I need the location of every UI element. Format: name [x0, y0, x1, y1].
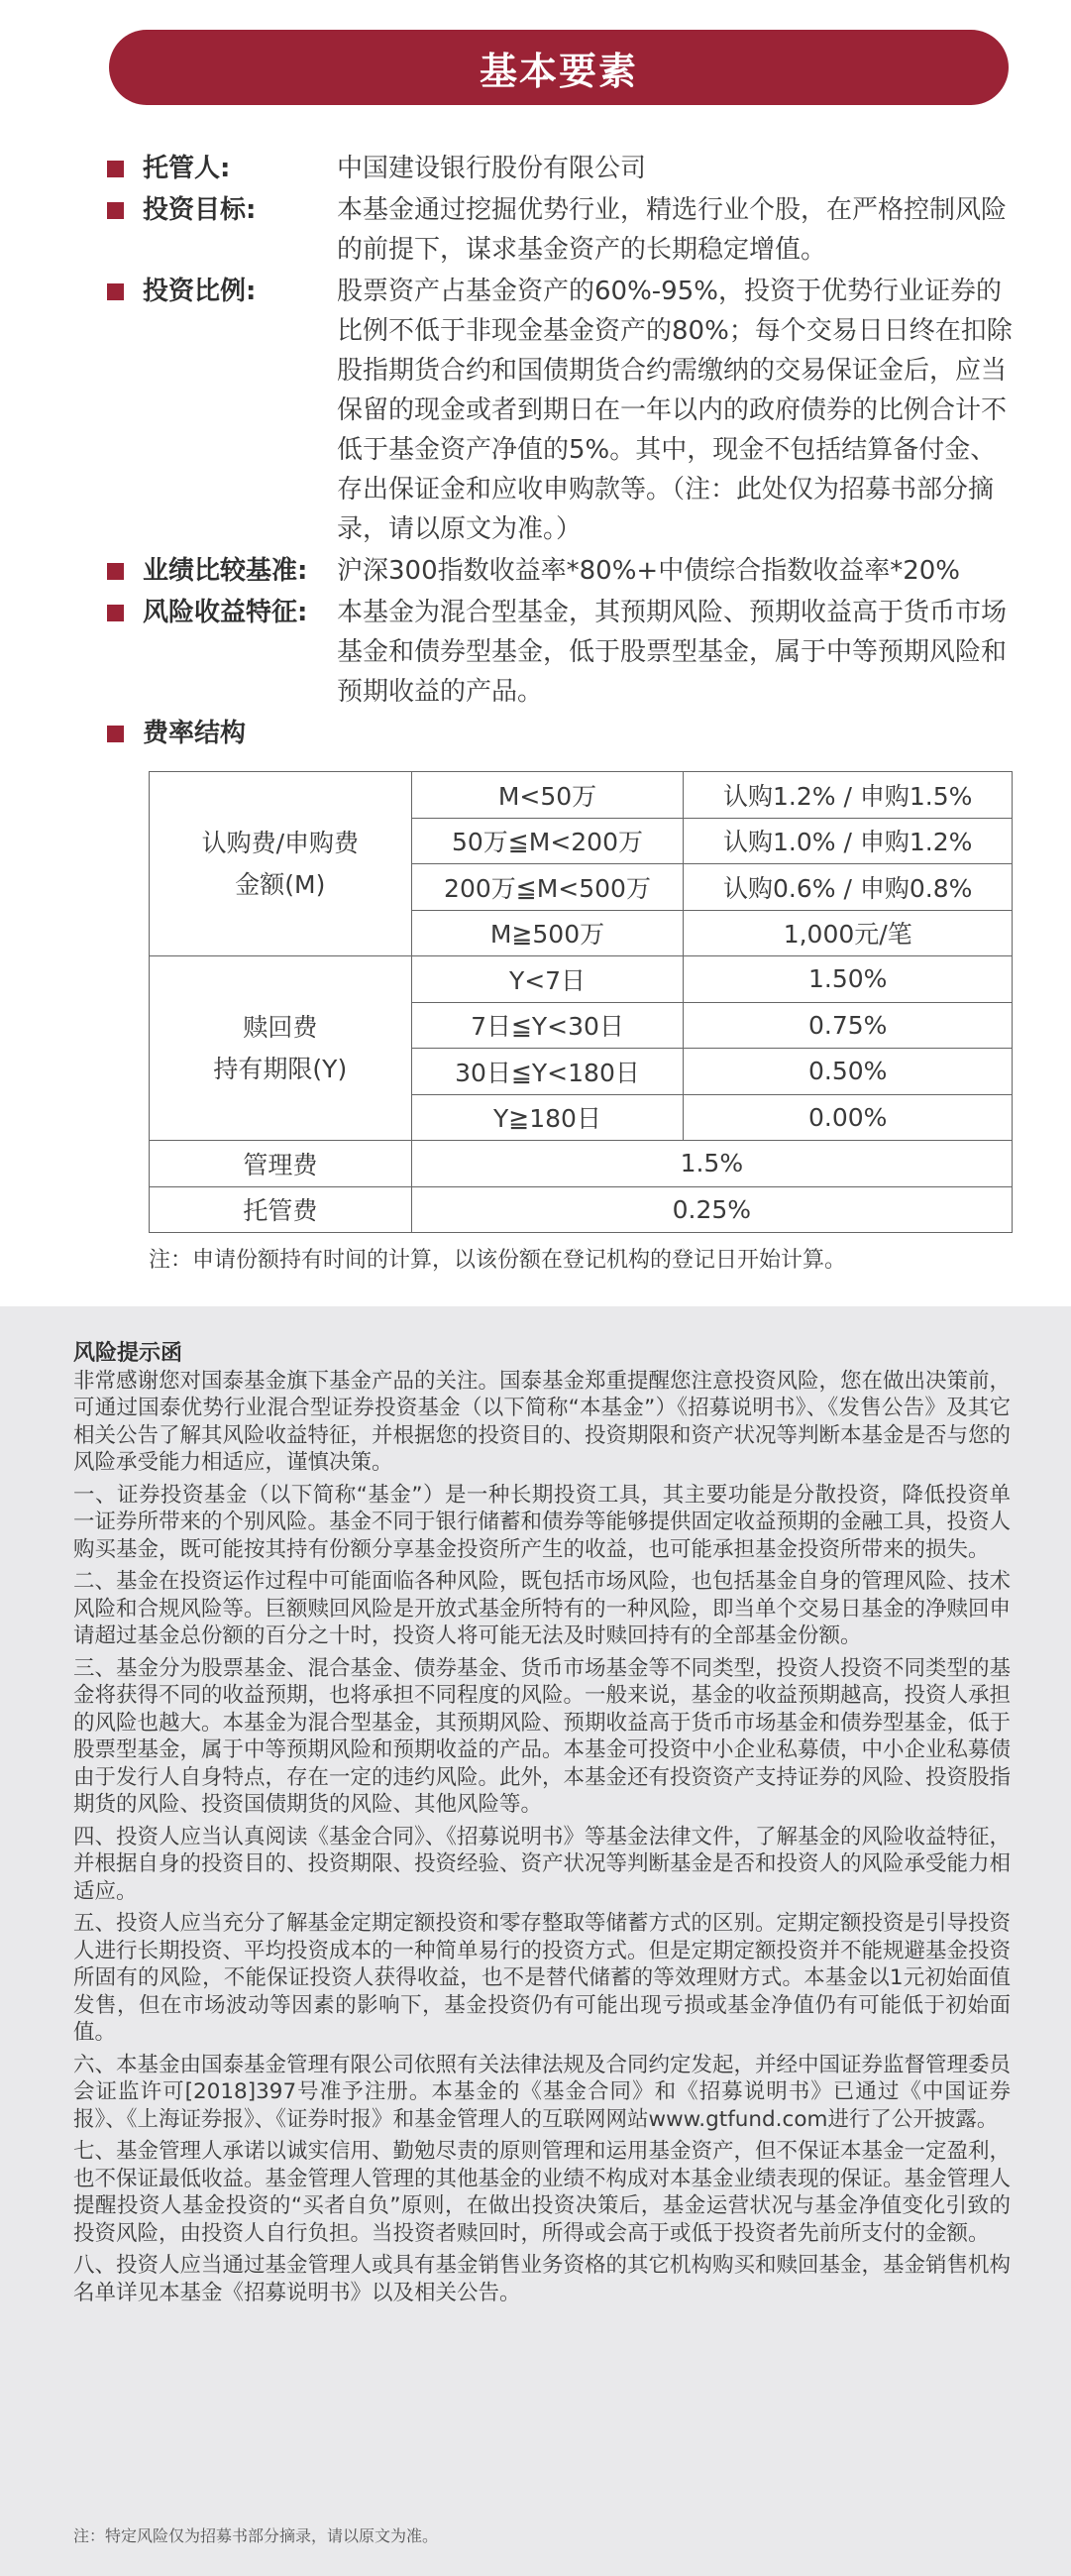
element-label: 业绩比较基准: [143, 556, 308, 586]
fee-rate-cell: 认购1.0% / 申购1.2% [684, 818, 1013, 864]
custody-fee-value: 0.25% [411, 1186, 1012, 1233]
section-title-banner [109, 30, 1009, 105]
square-bullet-icon [107, 726, 124, 742]
risk-paragraph: 五、投资人应当充分了解基金定期定额投资和零存整取等储蓄方式的区别。定期定额投资是引导投资人进行长期投资、平均投资成本的一种简单易行的投资方式。但是定期定额投资并不能规避基金投资所固有的风险，不能保证投资人获得收益，也不是替代储蓄的等效理财方式。本基金以1元初始面值发售，但在市场波动等因素的影响下，基金投资仍有可能出现亏损或基金净值仍有可能低于初始面值。 [73, 1911, 1012, 2045]
fee-range-cell: 200万≦M<500万 [411, 864, 684, 911]
risk-paragraph: 六、本基金由国泰基金管理有限公司依照有关法律法规及合同约定发起，并经中国证券监督管理委员会证监许可[2018]397号准予注册。本基金的《基金合同》和《招募说明书》已通过《中国证券报》、《上海证券报》、《证券时报》和基金管理人的互联网网站www.gtfund.com进行了公开披露。 [73, 2052, 1012, 2132]
element-row-objective [107, 190, 1018, 270]
element-label: 托管人: [143, 154, 231, 183]
element-value: 本基金为混合型基金，其预期风险、预期收益高于货币市场基金和债券型基金，低于股票型基金，属于中等预期风险和预期收益的产品。 [337, 598, 1008, 707]
risk-disclosure-panel [0, 1306, 1071, 2576]
fee-rate-cell: 1.50% [684, 956, 1013, 1003]
table-row [150, 1186, 1013, 1233]
fee-rate-cell: 0.00% [684, 1094, 1013, 1141]
management-fee-value: 1.5% [411, 1141, 1012, 1187]
square-bullet-icon [107, 605, 124, 621]
custody-fee-label: 托管费 [150, 1186, 412, 1233]
fee-range-cell: 7日≦Y<30日 [411, 1002, 684, 1049]
table-row [150, 956, 1013, 1003]
risk-disclosure-body [73, 1340, 1011, 2306]
fee-range-cell: M<50万 [411, 772, 684, 819]
fee-range-cell: Y≧180日 [411, 1094, 684, 1141]
element-row-benchmark [107, 551, 1018, 591]
table-row [150, 772, 1013, 819]
subscription-group-sublabel: 金额(M) [235, 869, 326, 899]
risk-paragraph: 二、基金在投资运作过程中可能面临各种风险，既包括市场风险，也包括基金自身的管理风险、技术风险和合规风险等。巨额赎回风险是开放式基金所特有的一种风险，即当单个交易日基金的净赎回申请超过基金总份额的百分之十时，投资人将可能无法及时赎回持有的全部基金份额。 [73, 1569, 1012, 1648]
square-bullet-icon [107, 283, 124, 300]
fee-range-cell: 30日≦Y<180日 [411, 1049, 684, 1095]
section-title: 基本要素 [479, 49, 638, 93]
risk-paragraph: 一、证券投资基金（以下简称“基金”）是一种长期投资工具，其主要功能是分散投资，降低投资单一证券所带来的个别风险。基金不同于银行储蓄和债券等能够提供固定收益预期的金融工具，投资人购买基金，既可能按其持有份额分享基金投资所产生的收益，也可能承担基金投资所带来的损失。 [73, 1482, 1012, 1562]
basic-elements-list [107, 149, 1018, 755]
fee-range-cell: M≧500万 [411, 910, 684, 956]
element-label: 投资比例: [143, 277, 257, 306]
risk-paragraph: 四、投资人应当认真阅读《基金合同》、《招募说明书》等基金法律文件，了解基金的风险收益特征，并根据自身的投资目的、投资期限、投资经验、资产状况等判断基金是否和投资人的风险承受能力相适应。 [73, 1824, 1012, 1904]
subscription-group-label: 认购费/申购费 [201, 828, 360, 857]
element-value: 中国建设银行股份有限公司 [337, 154, 647, 183]
square-bullet-icon [107, 161, 124, 177]
element-row-custodian [107, 149, 1018, 188]
fee-rate-cell: 0.50% [684, 1049, 1013, 1095]
risk-title: 风险提示函 [73, 1341, 183, 1366]
element-value: 沪深300指数收益率*80%+中债综合指数收益率*20% [337, 556, 960, 586]
redemption-group-sublabel: 持有期限(Y) [213, 1054, 348, 1083]
fee-note: 注：申请份额持有时间的计算，以该份额在登记机构的登记日开始计算。 [149, 1248, 847, 1273]
element-label: 风险收益特征: [143, 598, 308, 627]
fee-table [149, 771, 1013, 1233]
table-row [150, 1141, 1013, 1187]
square-bullet-icon [107, 202, 124, 219]
element-row-risk-return [107, 593, 1018, 712]
element-row-ratio [107, 272, 1018, 549]
fee-rate-cell: 1,000元/笔 [684, 910, 1013, 956]
subscription-group-cell [150, 772, 412, 956]
risk-paragraph: 非常感谢您对国泰基金旗下基金产品的关注。国泰基金郑重提醒您注意投资风险，您在做出决策前，可通过国泰优势行业混合型证券投资基金（以下简称“本基金”）《招募说明书》、《发售公告》及其它相关公告了解其风险收益特征，并根据您的投资目的、投资期限和资产状况等判断本基金是否与您的风险承受能力相适应，谨慎决策。 [73, 1368, 1012, 1475]
redemption-group-cell [150, 956, 412, 1141]
fee-range-cell: Y<7日 [411, 956, 684, 1003]
fee-rate-cell: 认购0.6% / 申购0.8% [684, 864, 1013, 911]
risk-paragraph: 八、投资人应当通过基金管理人或具有基金销售业务资格的其它机构购买和赎回基金，基金销售机构名单详见本基金《招募说明书》以及相关公告。 [73, 2253, 1012, 2305]
fee-rate-cell: 0.75% [684, 1002, 1013, 1049]
risk-footer-note: 注：特定风险仅为招募书部分摘录，请以原文为准。 [73, 2526, 439, 2545]
risk-paragraph: 七、基金管理人承诺以诚实信用、勤勉尽责的原则管理和运用基金资产，但不保证本基金一定盈利，也不保证最低收益。基金管理人管理的其他基金的业绩不构成对本基金业绩表现的保证。基金管理人提醒投资人基金投资的“买者自负”原则，在做出投资决策后，基金运营状况与基金净值变化引致的投资风险，由投资人自行负担。当投资者赎回时，所得或会高于或低于投资者先前所支付的金额。 [73, 2139, 1012, 2246]
square-bullet-icon [107, 563, 124, 580]
fee-heading: 费率结构 [143, 719, 247, 748]
element-label: 投资目标: [143, 195, 257, 225]
element-value: 股票资产占基金资产的60%-95%，投资于优势行业证券的比例不低于非现金基金资产的80%；每个交易日日终在扣除股指期货合约和国债期货合约需缴纳的交易保证金后，应当保留的现金或者到期日在一年以内的政府债券的比例合计不低于基金资产净值的5%。其中，现金不包括结算备付金、存出保证金和应收申购款等。（注：此处仅为招募书部分摘录，请以原文为准。） [337, 277, 1013, 544]
fee-heading-row [107, 714, 1018, 753]
management-fee-label: 管理费 [150, 1141, 412, 1187]
redemption-group-label: 赎回费 [243, 1012, 318, 1042]
fee-rate-cell: 认购1.2% / 申购1.5% [684, 772, 1013, 819]
element-value: 本基金通过挖掘优势行业，精选行业个股，在严格控制风险的前提下，谋求基金资产的长期稳定增值。 [337, 195, 1008, 265]
risk-paragraph: 三、基金分为股票基金、混合基金、债券基金、货币市场基金等不同类型，投资人投资不同类型的基金将获得不同的收益预期，也将承担不同程度的风险。一般来说，基金的收益预期越高，投资人承担的风险也越大。本基金为混合型基金，其预期风险、预期收益高于货币市场基金和债券型基金，低于股票型基金，属于中等预期风险和预期收益的产品。本基金可投资中小企业私募债，中小企业私募债由于发行人自身特点，存在一定的违约风险。此外，本基金还有投资资产支持证券的风险、投资股指期货的风险、投资国债期货的风险、其他风险等。 [73, 1655, 1012, 1817]
fee-range-cell: 50万≦M<200万 [411, 818, 684, 864]
